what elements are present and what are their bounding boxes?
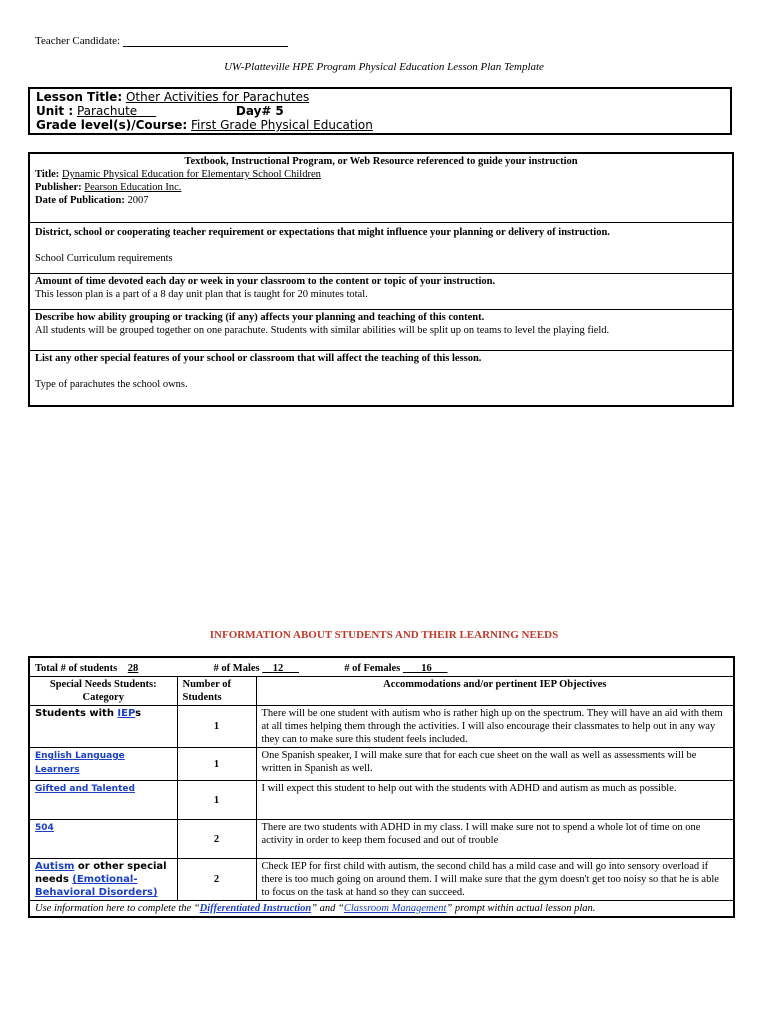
time-question: Amount of time devoted each day or week in your classroom to the content or topic of your instruction. bbox=[35, 276, 496, 287]
category-cell: Autism or other special needs (Emotional-Behavioral Disorders) bbox=[29, 859, 177, 901]
publisher-value: Pearson Education Inc. bbox=[84, 182, 182, 193]
unit-label: Unit : bbox=[36, 104, 74, 118]
time-row bbox=[29, 274, 733, 310]
accommodation-cell: One Spanish speaker, I will make sure that for each cue sheet on the wall as well as assessments will be written in Spanish as well. bbox=[256, 748, 734, 781]
students-table bbox=[28, 656, 735, 918]
grouping-answer: All students will be grouped together on one parachute. Students with similar abilities will be split up on teams to level the playing field. bbox=[35, 325, 610, 336]
grouping-question: Describe how ability grouping or tracking (if any) affects your planning and teaching of this content. bbox=[35, 312, 485, 323]
teacher-candidate-label: Teacher Candidate: bbox=[35, 35, 121, 47]
teacher-candidate-line bbox=[35, 35, 288, 47]
district-answer: School Curriculum requirements bbox=[35, 253, 173, 264]
resources-table bbox=[28, 152, 734, 407]
table-row bbox=[29, 748, 734, 781]
resource-title-value: Dynamic Physical Education for Elementary School Children bbox=[61, 169, 321, 180]
table-row bbox=[29, 781, 734, 820]
number-cell: 2 bbox=[177, 859, 256, 901]
district-question: District, school or cooperating teacher requirement or expectations that might influence your planning or delivery of instruction. bbox=[35, 227, 610, 238]
table-row bbox=[29, 859, 734, 901]
lesson-info-box bbox=[28, 87, 732, 135]
district-row bbox=[29, 223, 733, 274]
totals-row bbox=[29, 657, 734, 677]
number-cell: 1 bbox=[177, 781, 256, 820]
features-row bbox=[29, 351, 733, 407]
teacher-candidate-blank[interactable] bbox=[123, 35, 288, 47]
number-cell: 1 bbox=[177, 748, 256, 781]
template-title: UW-Platteville HPE Program Physical Education Lesson Plan Template bbox=[224, 61, 544, 73]
males-value: 12 bbox=[272, 663, 284, 674]
day-label: Day# bbox=[235, 104, 272, 118]
category-cell bbox=[29, 781, 177, 820]
column-header-row bbox=[29, 677, 734, 706]
category-cell bbox=[29, 820, 177, 859]
table-row bbox=[29, 706, 734, 748]
section-504-link[interactable]: 504 bbox=[35, 823, 54, 833]
footer-row bbox=[29, 901, 734, 918]
category-cell bbox=[29, 748, 177, 781]
autism-link[interactable]: Autism bbox=[35, 861, 75, 872]
category-cell: Students with IEPs bbox=[29, 706, 177, 748]
total-students-label: Total # of students bbox=[35, 663, 118, 674]
resource-title-label: Title: bbox=[35, 169, 60, 180]
lesson-title-row bbox=[36, 90, 724, 104]
accommodation-cell: There are two students with ADHD in my class. I will make sure not to spend a whole lot of time on one activity in order to keep them focused and out of trouble bbox=[256, 820, 734, 859]
features-answer: Type of parachutes the school owns. bbox=[35, 379, 188, 390]
publication-date-value: 2007 bbox=[127, 195, 149, 206]
number-header: Number of Students bbox=[177, 677, 256, 706]
gifted-talented-link[interactable]: Gifted and Talented bbox=[35, 784, 135, 794]
table-row bbox=[29, 820, 734, 859]
grouping-row bbox=[29, 310, 733, 351]
unit-row bbox=[36, 104, 724, 118]
accommodation-cell: I will expect this student to help out with the students with ADHD and autism as much as possible. bbox=[256, 781, 734, 820]
ebd-link[interactable]: (Emotional-Behavioral Disorders) bbox=[35, 874, 158, 898]
accommodations-header: Accommodations and/or pertinent IEP Objectives bbox=[256, 677, 734, 706]
number-cell: 2 bbox=[177, 820, 256, 859]
lesson-title-label: Lesson Title: bbox=[36, 90, 123, 104]
resource-row bbox=[29, 153, 733, 223]
number-cell: 1 bbox=[177, 706, 256, 748]
males-label: # of Males bbox=[213, 663, 260, 674]
publication-date-label: Date of Publication: bbox=[35, 195, 125, 206]
unit-value: Parachute bbox=[76, 104, 138, 118]
ell-link[interactable]: English Language Learners bbox=[35, 751, 125, 775]
footer-note: Use information here to complete the “Differentiated Instruction” and “Classroom Management” prompt within actual lesson plan. bbox=[29, 901, 734, 918]
features-question: List any other special features of your school or classroom that will affect the teaching of this lesson. bbox=[35, 353, 482, 364]
differentiated-instruction-link[interactable]: Differentiated Instruction bbox=[199, 903, 312, 914]
accommodation-cell: Check IEP for first child with autism, the second child has a mild case and will go into sensory overload if there is too much going on around them. I will make sure that the gym doesn't get too noisy so that he is able to focus on the task at hand so they can succeed. bbox=[256, 859, 734, 901]
student-info-heading: INFORMATION ABOUT STUDENTS AND THEIR LEARNING NEEDS bbox=[209, 629, 559, 641]
time-answer: This lesson plan is a part of a 8 day unit plan that is taught for 20 minutes total. bbox=[35, 289, 368, 300]
resource-heading: Textbook, Instructional Program, or Web Resource referenced to guide your instruction bbox=[184, 156, 578, 167]
grade-label: Grade level(s)/Course: bbox=[36, 118, 188, 132]
day-value: 5 bbox=[275, 104, 284, 118]
grade-value: First Grade Physical Education bbox=[191, 118, 373, 132]
grade-row bbox=[36, 118, 724, 132]
lesson-title-value: Other Activities for Parachutes bbox=[125, 90, 310, 104]
publisher-label: Publisher: bbox=[35, 182, 82, 193]
iep-link[interactable]: IEP bbox=[117, 708, 136, 719]
classroom-management-link[interactable]: Classroom Management bbox=[343, 903, 447, 914]
accommodation-cell: There will be one student with autism who is rather high up on the spectrum. They will have an aid with them at all times helping them through the activities. I will also encourage their classmates to help out in any way they can to make sure this student feels included. bbox=[256, 706, 734, 748]
total-students-value: 28 bbox=[127, 663, 139, 674]
females-label: # of Females bbox=[344, 663, 401, 674]
category-header: Special Needs Students: Category bbox=[29, 677, 177, 706]
females-value: 16 bbox=[421, 663, 432, 674]
